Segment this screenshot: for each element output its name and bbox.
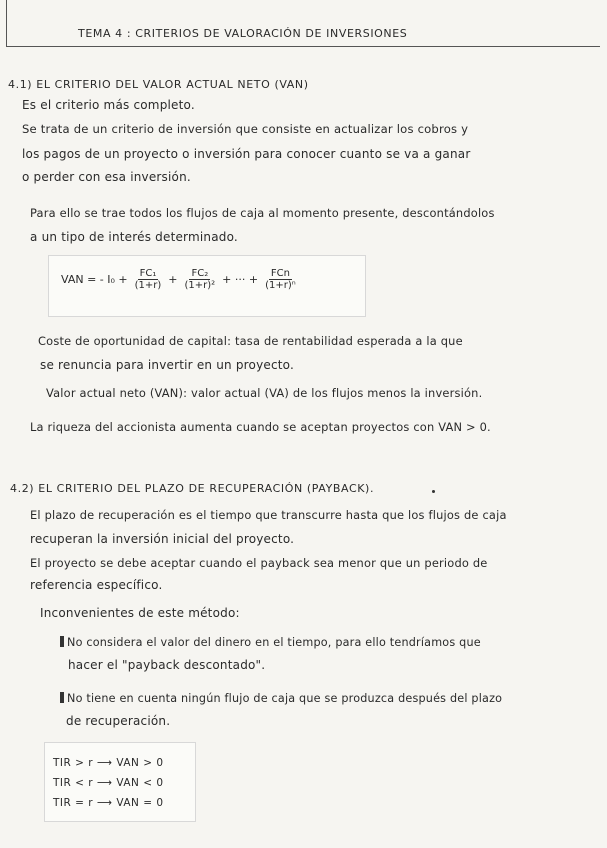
text-line: Es el criterio más completo. [22, 98, 195, 112]
page-title: TEMA 4 : CRITERIOS DE VALORACIÓN DE INVERSIONES [78, 27, 408, 40]
text-line: La riqueza del accionista aumenta cuando se aceptan proyectos con VAN > 0. [30, 420, 491, 434]
text-line: los pagos de un proyecto o inversión para conocer cuanto se va a ganar [22, 147, 471, 161]
header-rule [6, 46, 600, 47]
bullet-mark-icon [60, 692, 64, 703]
text-line: Valor actual neto (VAN): valor actual (VA) de los flujos menos la inversión. [46, 386, 483, 400]
text-line: se renuncia para invertir en un proyecto. [40, 358, 295, 372]
text-line: a un tipo de interés determinado. [30, 230, 238, 244]
text-line: Se trata de un criterio de inversión que consiste en actualizar los cobros y [22, 122, 469, 136]
text-line: hacer el "payback descontado". [68, 658, 266, 672]
fraction-1: $\frac{\text{FC₁}}{(1+r)}$ [134, 268, 162, 291]
text-line: El proyecto se debe aceptar cuando el payback sea menor que un periodo de [30, 556, 488, 570]
tir-rule: TIR < r ⟶ VAN < 0 [53, 777, 164, 789]
text-line: referencia específico. [30, 578, 163, 592]
fraction-n: $\frac{\text{FCn}}{\text{(1+r)ⁿ}}$ [265, 268, 296, 291]
margin-line [6, 0, 7, 47]
van-formula: VAN = - I₀ + $\frac{\text{FC₁}}{(1+r)}$ + $\frac{\text{FC₂}}{\text{(1+r)²}}$ + ··· + $\frac{\text{FCn}}{\text{(1+r)ⁿ}}$ [61, 268, 296, 291]
tir-box [44, 742, 196, 822]
formula-box [48, 255, 366, 317]
text-line: o perder con esa inversión. [22, 170, 191, 184]
text-line: El plazo de recuperación es el tiempo que transcurre hasta que los flujos de caja [30, 508, 507, 522]
section-2-heading: 4.2) EL CRITERIO DEL PLAZO DE RECUPERACIÓN (PAYBACK). [10, 482, 375, 495]
drawbacks-title: Inconvenientes de este método: [40, 606, 240, 620]
fraction-2: $\frac{\text{FC₂}}{\text{(1+r)²}}$ [184, 268, 216, 291]
bullet-mark-icon [60, 636, 64, 647]
bullet-item: No considera el valor del dinero en el tiempo, para ello tendríamos que [60, 636, 481, 649]
text-line: Coste de oportunidad de capital: tasa de rentabilidad esperada a la que [38, 334, 463, 348]
text-line: Para ello se trae todos los flujos de caja al momento presente, descontándolos [30, 206, 495, 220]
section-1-heading: 4.1) EL CRITERIO DEL VALOR ACTUAL NETO (VAN) [8, 78, 309, 91]
ink-dot [432, 490, 435, 493]
tir-rule: TIR = r ⟶ VAN = 0 [53, 797, 164, 809]
bullet-item: No tiene en cuenta ningún flujo de caja que se produzca después del plazo [60, 692, 502, 705]
text-line: recuperan la inversión inicial del proyecto. [30, 532, 295, 546]
text-line: de recuperación. [66, 714, 171, 728]
formula-lhs: VAN = - I₀ + [61, 273, 128, 286]
tir-rule: TIR > r ⟶ VAN > 0 [53, 757, 164, 769]
